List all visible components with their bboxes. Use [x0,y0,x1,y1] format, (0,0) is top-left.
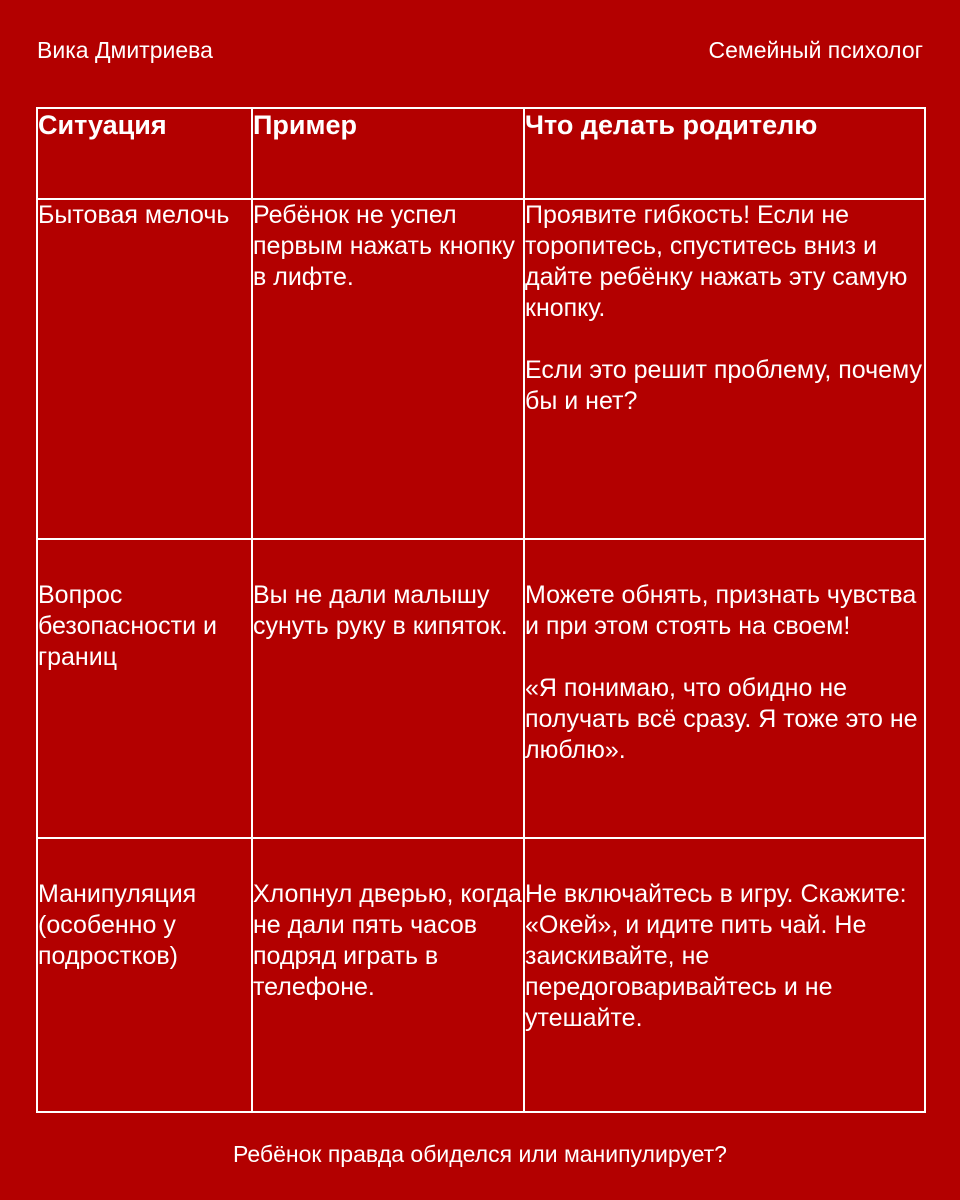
table-header-row [37,108,925,199]
advice-paragraph: Можете обнять, признать чувства и при этом стоять на своем! [525,581,917,640]
cell-advice [524,838,925,1112]
advice-paragraph: Не включайтесь в игру. Скажите: «Окей», и идите пить чай. Не заискивайте, не передоговаривайтесь и не утешайте. [525,880,907,1032]
cell-example: Вы не дали малышу сунуть руку в кипяток. [252,539,524,838]
page-header [37,34,923,66]
advice-paragraph: Проявите гибкость! Если не торопитесь, спуститесь вниз и дайте ребёнку нажать эту самую кнопку. [525,201,908,322]
cell-situation: Вопрос безопасности и границ [37,539,252,838]
cell-advice [524,199,925,539]
table-row [37,199,925,539]
footer-question: Ребёнок правда обиделся или манипулирует? [233,1141,727,1167]
cell-example: Ребёнок не успел первым нажать кнопку в лифте. [252,199,524,539]
column-header-situation: Ситуация [37,108,252,199]
table-row [37,838,925,1112]
advice-paragraph: Если это решит проблему, почему бы и нет? [525,356,923,415]
advice-paragraph: «Я понимаю, что обидно не получать всё сразу. Я тоже это не люблю». [525,674,918,764]
column-header-example: Пример [252,108,524,199]
author-role: Семейный психолог [708,37,923,63]
author-name: Вика Дмитриева [37,37,213,63]
cell-example: Хлопнул дверью, когда не дали пять часов подряд играть в телефоне. [252,838,524,1112]
situations-table [36,107,926,1113]
cell-situation: Манипуляция (особенно у подростков) [37,838,252,1112]
cell-advice [524,539,925,838]
cell-situation: Бытовая мелочь [37,199,252,539]
column-header-advice: Что делать родителю [524,108,925,199]
table-row [37,539,925,838]
